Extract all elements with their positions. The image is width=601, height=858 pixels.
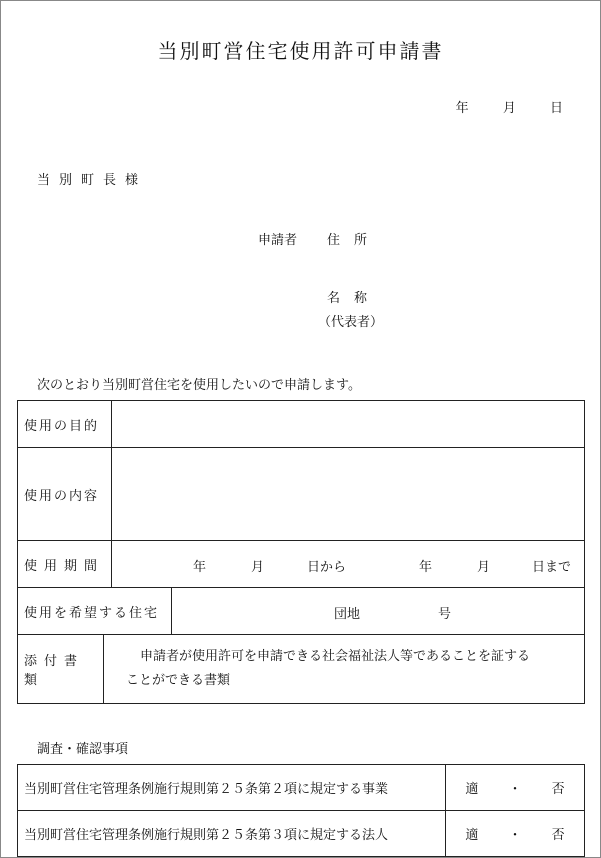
applicant-representative-label: （代表者） (318, 315, 384, 330)
attachment-description (104, 635, 585, 704)
purpose-row (18, 401, 585, 448)
date-year: 年 (455, 101, 469, 116)
survey-choice[interactable]: 適 ・ 否 (446, 765, 585, 811)
housing-field[interactable] (172, 588, 585, 635)
period-month-start: 月 (251, 560, 265, 575)
applicant-address-label: 住所 (327, 233, 382, 248)
attachment-label: 添付書類 (18, 635, 104, 704)
period-month-end: 月 (477, 560, 491, 575)
addressee: 当別町長様 (37, 173, 148, 188)
attachment-text-line-1: 申請者が使用許可を申請できる社会福祉法人等であることを証する (140, 649, 531, 664)
content-row (18, 448, 585, 541)
survey-table (17, 764, 585, 857)
attachment-text-line-2: ことができる書類 (126, 673, 231, 688)
period-day-end: 日まで (532, 560, 572, 575)
date-day: 日 (549, 101, 563, 116)
applicant-name-label: 名称 (327, 291, 382, 306)
period-year-end: 年 (419, 560, 433, 575)
period-field[interactable] (112, 541, 585, 588)
survey-item-text: 当別町営住宅管理条例施行規則第２５条第２項に規定する事業 (18, 765, 446, 811)
housing-estate-label: 団地 (334, 607, 361, 622)
attachment-row (18, 635, 585, 704)
period-label: 使用期間 (18, 541, 112, 588)
purpose-field[interactable] (112, 401, 585, 448)
period-year-start: 年 (193, 560, 207, 575)
content-field[interactable] (112, 448, 585, 541)
content-label: 使用の内容 (18, 448, 112, 541)
survey-row (18, 811, 585, 857)
survey-item-text: 当別町営住宅管理条例施行規則第２５条第３項に規定する法人 (18, 811, 446, 857)
housing-row (18, 588, 585, 635)
housing-number-label: 号 (438, 607, 452, 622)
intro-text: 次のとおり当別町営住宅を使用したいので申請します。 (37, 378, 361, 393)
survey-heading: 調査・確認事項 (37, 742, 129, 757)
application-table (17, 400, 585, 704)
period-day-start: 日から (307, 560, 347, 575)
survey-row (18, 765, 585, 811)
survey-choice[interactable]: 適 ・ 否 (446, 811, 585, 857)
document-title: 当別町営住宅使用許可申請書 (157, 39, 444, 63)
purpose-label: 使用の目的 (18, 401, 112, 448)
period-row (18, 541, 585, 588)
date-month: 月 (502, 101, 516, 116)
applicant-label: 申請者 (258, 233, 298, 248)
housing-label: 使用を希望する住宅 (18, 588, 172, 635)
date-line (456, 97, 563, 116)
